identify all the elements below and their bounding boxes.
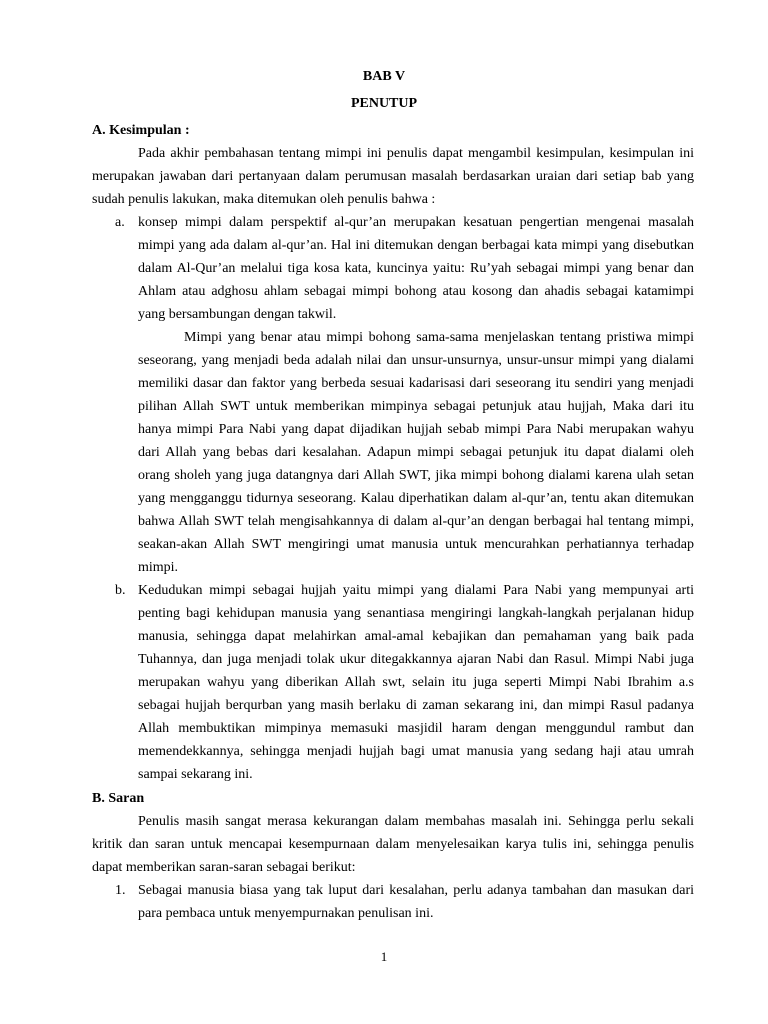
page-number: 1 xyxy=(380,949,388,964)
paragraph-line: dapat memberikan saran-saran sebagai berikut: xyxy=(92,860,356,875)
list-marker-a: a. xyxy=(115,215,125,230)
list-item-line: para pembaca untuk menyempurnakan penulisan ini. xyxy=(138,906,434,921)
paragraph-line: merupakan jawaban dari pertanyaan dalam perumusan masalah berdasarkan uraian dari setiap bab yang xyxy=(92,169,694,184)
list-item-line: merupakan wahyu yang diberikan Allah swt, selain itu juga seperti Mimpi Nabi Ibrahim a.s xyxy=(138,675,694,690)
section-heading-saran: B. Saran xyxy=(92,791,145,806)
chapter-label: BAB V xyxy=(362,69,406,84)
list-item-line: Ahlam atau adghosu ahlam sebagai mimpi bohong atau kosong dan ahadis sebagai katamimpi xyxy=(138,284,694,299)
section-heading-kesimpulan: A. Kesimpulan : xyxy=(92,123,190,138)
list-item-line: pilihan Allah SWT untuk memberikan mimpinya sebagai petunjuk atau hujjah, Maka dari itu xyxy=(138,399,694,414)
list-item-line: sebagai hujjah berqurban yang masih berlaku di zaman sekarang ini, dan mimpi Rasul padanya xyxy=(138,698,694,713)
list-item-line: konsep mimpi dalam perspektif al-qur’an merupakan kesatuan pengertian mengenai masalah xyxy=(138,215,694,230)
list-item-line: mimpi yang ada dalam al-qur’an. Hal ini ditemukan dengan berbagai kata mimpi yang disebutkan xyxy=(138,238,694,253)
list-item-line: hanya mimpi Para Nabi yang dapat dijadikan hujjah sebab mimpi Para Nabi merupakan wahyu xyxy=(138,422,694,437)
list-item-line: mimpi. xyxy=(138,560,179,575)
list-item-line: Kedudukan mimpi sebagai hujjah yaitu mimpi yang dialami Para Nabi yang mempunyai arti xyxy=(138,583,694,598)
list-item-line: dalam Al-Qur’an melalui tiga kosa kata, kuncinya yaitu: Ru’yah sebagai mimpi yang benar dan xyxy=(138,261,694,276)
list-item-line: penting bagi kehidupan manusia yang senantiasa mengiringi langkah-langkah perjalanan hidup xyxy=(138,606,694,621)
list-item-line: dari Allah yang bebas dari kesalahan. Adapun mimpi sebagai petunjuk itu dapat dialami oleh xyxy=(138,445,694,460)
paragraph-line: kritik dan saran untuk mencapai kesempurnaan dalam menyelesaikan karya tulis ini, sehingga penulis xyxy=(92,837,694,852)
list-item-line: yang mengganggu tidurnya seseorang. Kalau diperhatikan dalam al-qur’an, tentu akan ditemukan xyxy=(138,491,694,506)
list-item-line: memendekkannya, sehingga menjadi hujjah bagi umat manusia yang sedang haji atau umrah xyxy=(138,744,694,759)
list-item-line: seseorang, yang menjadi beda adalah nilai dan unsur-unsurnya, unsur-unsur mimpi yang dialami xyxy=(138,353,694,368)
paragraph-line: sudah penulis lakukan, maka ditemukan oleh penulis bahwa : xyxy=(92,192,436,207)
paragraph-line: Pada akhir pembahasan tentang mimpi ini penulis dapat mengambil kesimpulan, kesimpulan ini xyxy=(138,146,694,161)
list-item-line: bahwa Allah SWT telah mengisahkannya di dalam al-qur’an dengan berbagai hal tentang mimpi, xyxy=(138,514,694,529)
list-item-line: Allah membuktikan mimpinya memasuki masjidil haram dengan menggundul rambut dan xyxy=(138,721,694,736)
list-item-line: seakan-akan Allah SWT mengiringi umat manusia untuk mencurahkan perhatiannya terhadap xyxy=(138,537,694,552)
list-item-line: Sebagai manusia biasa yang tak luput dari kesalahan, perlu adanya tambahan dan masukan dari xyxy=(138,883,694,898)
list-item-line: memiliki dasar dan faktor yang berbeda sesuai kadarisasi dari seseorang itu sendiri yang menjadi xyxy=(138,376,694,391)
list-item-line: Mimpi yang benar atau mimpi bohong sama-sama menjelaskan tentang pristiwa mimpi xyxy=(184,330,694,345)
chapter-title: PENUTUP xyxy=(350,96,418,111)
list-item-line: yang bersambungan dengan takwil. xyxy=(138,307,337,322)
list-item-line: Tuhannya, dan juga menjadi tolak ukur ditegakkannya ajaran Nabi dan Rasul. Mimpi Nabi juga xyxy=(138,652,694,667)
paragraph-line: Penulis masih sangat merasa kekurangan dalam membahas masalah ini. Sehingga perlu sekali xyxy=(138,814,694,829)
list-marker-b: b. xyxy=(115,583,126,598)
list-item-line: orang sholeh yang juga datangnya dari Allah SWT, jika mimpi bohong dialami karena ulah setan xyxy=(138,468,694,483)
list-marker-1: 1. xyxy=(115,883,126,898)
list-item-line: manusia, sehingga dapat melahirkan amal-amal kebajikan dan pemahaman yang baik pada xyxy=(138,629,694,644)
list-item-line: sampai sekarang ini. xyxy=(138,767,253,782)
